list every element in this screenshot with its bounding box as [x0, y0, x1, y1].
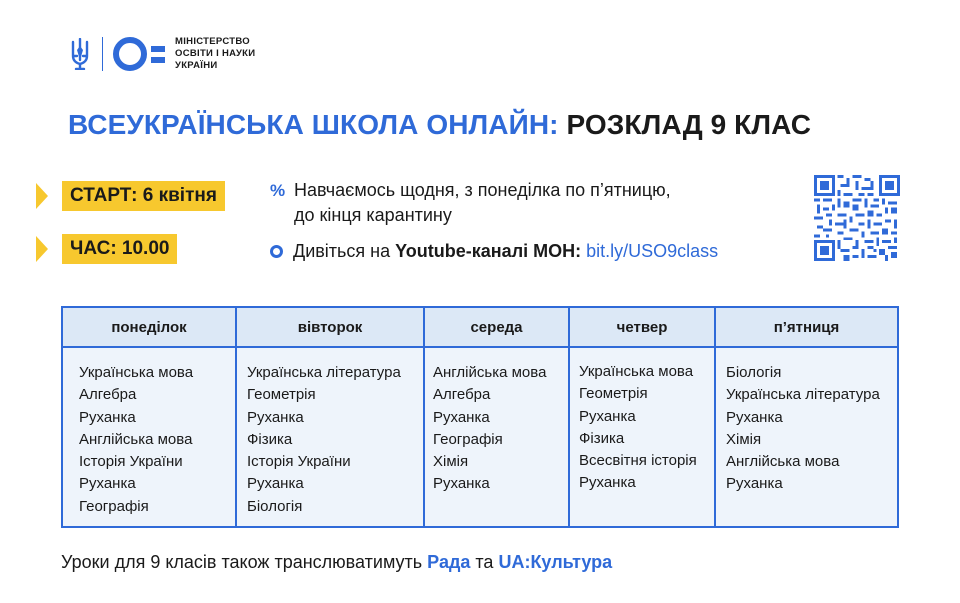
subject-item: Українська література	[726, 386, 880, 404]
day-header: вівторок	[237, 308, 423, 348]
subject-item: Географія	[433, 430, 503, 448]
day-header: п’ятниця	[716, 308, 897, 348]
time-tag	[36, 234, 177, 264]
subject-item: Руханка	[79, 475, 136, 493]
day-header: середа	[425, 308, 568, 348]
subject-item: Руханка	[579, 407, 636, 425]
channel-rada: Рада	[427, 552, 471, 572]
subject-item: Руханка	[579, 474, 636, 492]
subject-item: Геометрія	[579, 385, 648, 403]
day-column-monday	[63, 308, 237, 526]
ministry-line-2: ОСВІТИ І НАУКИ	[175, 48, 256, 59]
subject-item: Руханка	[433, 475, 490, 493]
day-header: понеділок	[63, 308, 235, 348]
day-subjects	[237, 348, 423, 526]
subject-item: Алгебра	[433, 386, 491, 404]
subject-item: Історія України	[79, 453, 183, 471]
day-header: четвер	[570, 308, 714, 348]
subject-item: Руханка	[433, 408, 490, 426]
info-line-1b: до кінця карантину	[294, 205, 452, 225]
page-title	[68, 109, 811, 141]
info-line-2-prefix: Дивіться на	[293, 241, 396, 261]
youtube-link[interactable]: bit.ly/USO9class	[586, 241, 719, 261]
day-column-friday	[716, 308, 897, 526]
start-date-label: СТАРТ: 6 квітня	[62, 181, 225, 211]
subject-item: Фізика	[247, 430, 293, 448]
subject-item: Руханка	[79, 408, 136, 426]
subject-item: Руханка	[726, 475, 783, 493]
subject-item: Українська мова	[79, 364, 194, 381]
subject-item: Англійська мова	[433, 364, 547, 381]
trident-icon	[70, 38, 90, 70]
ring-bullet-icon	[270, 245, 283, 258]
day-column-tuesday	[237, 308, 425, 526]
subject-item: Історія України	[247, 453, 351, 471]
info-line-2-bold: Youtube-каналі МОН:	[395, 241, 582, 261]
arrow-icon	[36, 236, 48, 262]
subject-item: Біологія	[726, 364, 782, 381]
day-subjects	[425, 348, 568, 526]
day-subjects	[716, 348, 897, 526]
broadcast-note	[61, 552, 612, 573]
schedule-table	[61, 306, 899, 528]
subject-item: Хімія	[726, 430, 762, 448]
subject-item: Руханка	[726, 408, 783, 426]
subject-item: Англійська мова	[726, 453, 840, 471]
arrow-icon	[36, 183, 48, 209]
info-line-1a: Навчаємось щодня, з понеділка по п’ятницю,	[294, 180, 671, 200]
ministry-name	[175, 36, 255, 72]
subject-item: Фізика	[579, 429, 625, 447]
day-subjects	[63, 348, 235, 526]
info-schedule	[270, 178, 671, 228]
ministry-logo	[70, 36, 255, 72]
footer-prefix: Уроки для 9 класів також транслюватимуть	[61, 552, 428, 572]
percent-icon: %	[270, 181, 286, 200]
subject-item: Англійська мова	[79, 430, 193, 448]
subject-item: Руханка	[247, 475, 304, 493]
qr-code-icon[interactable]	[814, 175, 900, 261]
time-label: ЧАС: 10.00	[62, 234, 177, 264]
footer-and: та	[470, 552, 499, 572]
ministry-line-3: УКРАЇНИ	[175, 60, 218, 71]
subject-item: Всесвітня історія	[579, 452, 697, 470]
subject-item: Географія	[79, 497, 149, 515]
start-tag	[36, 181, 225, 211]
subject-item: Алгебра	[79, 386, 137, 404]
channel-ua-kultura: UA:Культура	[498, 552, 613, 572]
title-part-1: ВСЕУКРАЇНСЬКА ШКОЛА ОНЛАЙН:	[68, 109, 559, 140]
subject-item: Геометрія	[247, 386, 316, 404]
subject-item: Руханка	[247, 408, 304, 426]
subject-item: Українська мова	[579, 363, 694, 380]
day-subjects	[570, 348, 714, 526]
subject-item: Хімія	[433, 453, 469, 471]
info-youtube	[270, 241, 718, 262]
ministry-line-1: МІНІСТЕРСТВО	[175, 36, 250, 47]
mon-logo-icon	[113, 37, 165, 71]
logo-divider	[102, 37, 103, 71]
day-column-thursday	[570, 308, 716, 526]
subject-item: Біологія	[247, 497, 303, 515]
day-column-wednesday	[425, 308, 570, 526]
subject-item: Українська література	[247, 364, 401, 381]
title-part-2: РОЗКЛАД 9 КЛАС	[566, 109, 812, 140]
